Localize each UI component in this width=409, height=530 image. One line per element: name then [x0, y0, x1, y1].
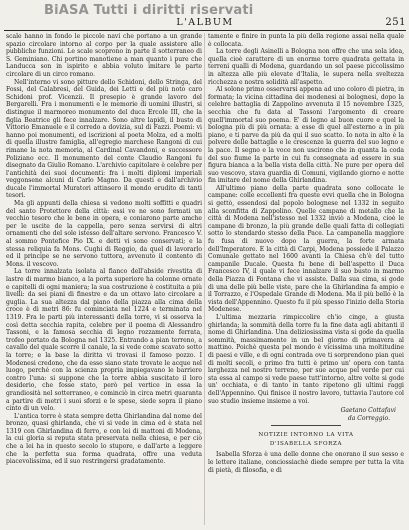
- right-column: [208, 33, 404, 523]
- left-paragraph-1: scale hanno in fondo le piccole navi che portano a un grande spazio circolare intorno al corpo per la quale assistere alle pubbliche funzioni. Le scale scoprono in parte il sotterraneo di S. Geminiano. Chi portino manotiene a man quanto i pure che Landucca son in ispirito e abbia voluto imitare le parte circolare di un circo romano.: [6, 33, 202, 78]
- publication-title: L'ALBUM: [176, 17, 234, 28]
- left-paragraph-2: Nell'interno vi sono pitture dello Schidoni, dello Stringa, del Fossi, del Calabresi, del Guida, dei Letti e del più noto caro Schidoni prof. Vicenzii. Il presepio è grande lavoro del Bergarelli. Fra i monumenti e le memorie di uomini illustri, si distingue il marmoreo monumento del duca Ercole III, che la figlia Beatrice gli fece innalzare. Sono altre lapidi, il busto di Vittorio Emanuele e il corredo a dovizia, sul di Fazzi. Poemi: vi hanno poi monumenti, ed iscrizioni al poeta Molza, ed a molti di quella illustre famiglia, all'egregio marchese Rangoni di cui rimane la nota memoria, al Cardinal Cavandoni, e successore Poliziano ecc. Il monumento del conte Claudio Rangoni fu disegnato da Giulio Romano. L'archivio capitolare è celebre per l'antichità dei suoi documenti: fra i molti diplomi imperiali veggonsene alcuni di Carlo Magno. Da questi e dall'archivio ducale l'immortal Muratori attinsero il mondo erudito di tanti tesori.: [6, 78, 202, 200]
- left-column: [6, 33, 202, 523]
- section-body: Isabella Sforza è una delle donne che onorano il suo sesso e le lettere italiane, conciossiachè diede sempre per tutta la vita di pietà, di filosofia, e di: [208, 451, 404, 474]
- header-rule: [4, 30, 406, 31]
- section-divider: [271, 425, 341, 426]
- left-paragraph-4: La torre innalzata isolata al fianco dell'abside rivestita di lastre di marmo bianco, a la porta superiore ha colonne ornate e capitelli di ogni maniera; la sua costruzione è costituita a più livelli: da sei piani di finestre e da un ottavo lato circolare a guglia. La sua altezza dal piano della piazza alla cima della croce è di metri 86: fu cominciata nel 1224 e terminata nel 1319. Fra le parti più interessanti della torre, vi si osserva la così detta secchia rapita, celebre per il poema di Alessandro Tassoni, e la famosa secchia di legno rozzamente ferrata, trofeo portato da Bologna nel 1325. Entrando a pian terreno, a cavallo del quale scorre il canale, la si vede come scavato sotto la torre; e la base la diritta vi trovasi il famoso pozzo. I Modenesi credono, che da esso siano state trovate le acque nel luogo, perché con la scienza propria impiegavano le barriere contro l'una: si suppone che la torre abbia suscitato il loro desiderio, che fosse stato, però pel vertice in essa la grandiosità nel sotterraneo, e cominciò in circa metri quaranta a partire di metri i suoi sforzi e le spese, siede sopra il piano cinto di un velo.: [6, 268, 202, 413]
- watermark: BiASA Tutti i diritti riservati: [44, 3, 254, 18]
- right-closing-paragraph: L'ultima mezzaria rimpiccolire ch'io cinge, a giusta ghirlanda; la sommità della torre fu la fine data agli abitanti il nome di Ghirlandina. Una deliziosissima vista si gode da quella sommità, massimamente in un bel giorno di primavera al mattino. Poichè questa pel mondo è vicissima una moltitudine di paesi e ville, e di ogni contrada ove ti sorprendono pian quei di molti secoli, e primo fra tutti è primo un' opera con tanta larghezza nel nostro terreno, per sue acque pel verde per cui sta essa al campo si vede paese tutt'intorno, altre volte si gode un' occhiata, e di tanto in tanto ripetono gli ultimi raggi dell'Appennino. Qui finisce il nostro lavoro, tuttavia l'autore col suo studio insieme insieme a voi.: [208, 313, 404, 405]
- page-header: [4, 17, 406, 29]
- right-paragraph-4: All'ultimo piano della parte quadrata sono collocate le campane: colle eccellenti fra queste evvi quella che in Bologna si gettò, essendosi dal popolo bolognese nel 1332 in seguito alla sconfitta di Zappolino. Quelle campane di metallo che la città di Modena nell'istesso nel 1332 inviò a Modena, cioè le campane di bronzo, la più grande delle quali fatta di collegiati sotto lo stendardo stesso della Pace. La campanella maggiore fu fusa di nuovo dopo la guerra, la forte armata dell'Imperatore. E la città di Carpi, Modena possiede il Palazzo Comunale gettato nel 1600 avanti la Chiesa ch'è del tutto campanile Ducale. Questa fu bene di bell'aspetto il Duca Francesco IV, il quale vi fece innalzare il suo busto in marmo della Piazza di Fontana che vi assiste. Dalla sua cima, si gode di una delle più belle viste, pare che la Ghirlandina fa ampio e il Torrazzo, e l'Ospedale Grande di Modena. Ma il più bello è la vista dell'Appennino. Questo fu il più spesso l'inizio della Storia Modenese.: [208, 184, 404, 314]
- right-paragraph-2: La torre degli Asinelli a Bologna non offre che una sola idea, quella cioè carattere di un enorme torre quadrata gettata in terreni qualli di Modena, guardando un sol paese piccolissimo in altezza alle più elevate d'Italia, le supera nella sveltezza ricchezza e nostra solidità all'aspetto.: [208, 48, 404, 86]
- right-paragraph-1: tamente e finire in punta la più della regione assai nella quale è collocata.: [208, 33, 404, 48]
- section-title: NOTIZIE INTORNO LA VITA: [258, 432, 354, 439]
- right-paragraph-3: Al solone primo osservarsi appena ad uno coloro di pietra, in formata; la vicina cittadina dei modenesi ai bolognesi, dopo la celebre battaglia di Zappolino avvenuta il 15 novembre 1325, secchia che fu data al Tassoni l'argomento di creare quell'immortal suo poema. E' di legno al buon cuore e quel la bologna più di più ornata: a esse di quel all'esterno a in più piano, e ti parve da più da qui il suo scatto. Io nota in alto è la polvere delle battaglie e le crescenze la guerra del suo legno e la pace. Il segno e la voce non uscirono che in quanta la coda del suo fiume la parte in cui fu consegnata ad essere in sua figura bianca a la bella vista della città. Ne pure per opera del suo vescovo, stava guardia di Comuni, vigilando giorno e notte fin imitare del nome della Ghirlandina.: [208, 86, 404, 185]
- author-signature: Gaetano Cottafavi: [340, 407, 396, 415]
- section-subtitle: D'ISABELLA SFORZA: [269, 440, 343, 447]
- column-divider: [204, 33, 205, 525]
- author-origin: da Correggio.: [347, 414, 390, 422]
- left-paragraph-5: L'antica torre è stata sempre detta Ghirlandina dal nome del bronzo, quasi ghirlanda, che vi si vede in cima ed è stata nel 1319 con Ghirlandina di ferro, e con lei di mattoni di Modena, la cui gloria si reputa stata preservata nella chiesa, e per ciò che a lei ha in questo secolo lo stupore, e dall'arte a leggere che la perfetta sua forma quadrata, offre una veduta piacevolissima, ed il suo restringersi gradatamente.: [6, 412, 202, 466]
- page-number: 251: [385, 17, 406, 28]
- left-paragraph-3: Ma gli appunti della chiesa si vedono molti soffitti e quadri del santo Protettore della città: essi ve ne sono fermati un vecchio tesoro che le bene in opera, e coniarono parte amche per le uscite de la cappella, pero senza servirsi di altri ornamenti che del sole istesso dell'altare servono. Francesco V. al sommo Pontefice Pio IX. e detti vi sono conservati; e la stessa reliquia fa Mons. Cughi di Reggio, da quel di lavorarlo ed il principe se ne servono tuttora, avvenuto il contento di Mons. il vescovo.: [6, 200, 202, 268]
